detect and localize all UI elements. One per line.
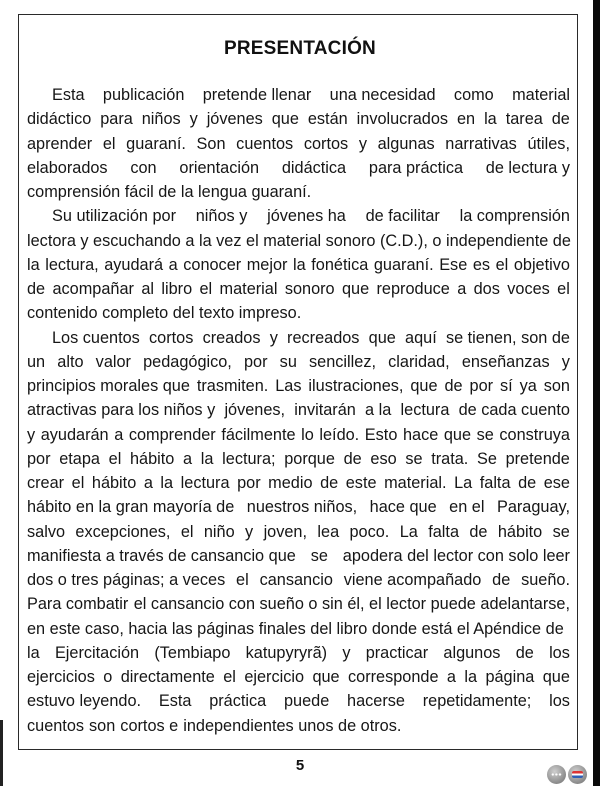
word: material — [512, 86, 570, 104]
word: son — [543, 377, 570, 395]
word: salvo — [27, 522, 66, 541]
text-line — [27, 617, 570, 641]
word: es — [472, 255, 491, 274]
word: cortos — [149, 328, 194, 347]
word: La — [399, 522, 418, 541]
word: lo — [301, 425, 314, 444]
word: la comprensión — [459, 207, 570, 226]
word: libro — [161, 280, 193, 298]
word: Ese — [439, 255, 468, 274]
word: katupyryrã) — [245, 643, 328, 662]
word: sonoro — [284, 280, 335, 298]
word: leído. — [319, 425, 360, 444]
word: aquí — [405, 328, 437, 347]
word: falta — [479, 474, 511, 492]
word: de — [27, 280, 46, 298]
text-line — [27, 568, 570, 592]
word: la — [484, 110, 497, 129]
word: que — [542, 668, 570, 686]
word: y — [27, 425, 36, 444]
word: cansancio — [259, 571, 333, 589]
word: pretende llenar — [202, 86, 312, 104]
word: los — [549, 643, 570, 662]
word: ejercicios — [27, 668, 95, 686]
word: trasmiten. — [196, 377, 269, 395]
word: hábito — [130, 449, 175, 468]
text-line — [27, 204, 570, 228]
word: que — [312, 668, 340, 686]
word: elaborados — [27, 158, 108, 177]
text-line — [27, 665, 570, 689]
word: Son — [196, 134, 226, 153]
word: a — [168, 255, 178, 274]
word: que — [368, 328, 396, 347]
text-line — [27, 714, 570, 738]
scan-edge-right — [593, 0, 600, 786]
word: porque — [284, 449, 335, 468]
word: trata. — [431, 449, 469, 468]
word: falta — [428, 522, 459, 541]
word: hace que — [369, 498, 437, 517]
word: La — [454, 474, 473, 492]
word: el — [102, 134, 116, 153]
word: y — [269, 328, 278, 347]
word: viene acompañado — [343, 571, 482, 589]
word: jóvenes — [206, 110, 263, 129]
word: puede — [283, 692, 330, 711]
word: de facilitar — [365, 207, 440, 226]
word: manifiesta a través de cansancio que — [27, 546, 296, 565]
word: ilustraciones, — [308, 377, 404, 395]
word: sencillez, — [309, 352, 376, 371]
word: invitarán — [294, 401, 356, 420]
text-line — [27, 301, 570, 325]
word: involucrados — [356, 110, 449, 129]
text-line — [27, 471, 570, 495]
word: practicar — [365, 643, 429, 662]
word: que — [410, 377, 438, 395]
word: corresponde — [348, 668, 439, 686]
word: hábito en la gran mayoría de — [27, 498, 235, 517]
word: niños y — [195, 207, 248, 226]
word: se — [310, 546, 328, 565]
word: de — [551, 110, 570, 129]
word: valor — [95, 352, 131, 371]
word: el cansancio con sueño o sin él, el lector puede adelantarse, — [133, 595, 570, 614]
word: son — [89, 716, 116, 735]
word: guaraní. — [373, 255, 434, 274]
word: voces — [507, 280, 550, 298]
word: a — [457, 280, 467, 298]
institution-seal-icon — [547, 765, 566, 784]
word: estuvo leyendo. — [27, 692, 142, 711]
word: que — [443, 425, 472, 444]
word: por — [237, 474, 261, 492]
word: lectura — [400, 401, 450, 420]
word: el — [495, 255, 509, 274]
text-line — [27, 689, 570, 713]
word: y — [245, 522, 254, 541]
word: y — [358, 134, 367, 153]
word: cuentos — [27, 716, 85, 735]
word: ayudará — [104, 255, 164, 274]
word: apodera del lector con solo leer — [342, 546, 570, 565]
word: reproduce — [376, 280, 450, 298]
word: contenido completo del texto impreso. — [27, 304, 302, 323]
word: la — [200, 449, 214, 468]
word: este — [345, 474, 377, 492]
word: los — [549, 692, 570, 711]
text-line — [27, 544, 570, 568]
word: por — [27, 449, 51, 468]
word: directamente — [120, 668, 215, 686]
page-number: 5 — [295, 757, 305, 774]
word: jóvenes, — [224, 401, 286, 420]
paraguay-seal-icon — [568, 765, 587, 784]
word: hace — [402, 425, 439, 444]
word: claridad, — [388, 352, 450, 371]
text-line — [27, 229, 570, 253]
text-line — [27, 83, 570, 107]
word: en este caso, hacia las páginas finales del libro donde está el Apéndice de — [27, 619, 564, 638]
text-line — [27, 107, 570, 131]
word: eso — [370, 449, 397, 468]
word: cortos e — [120, 716, 179, 735]
word: de — [444, 377, 463, 395]
word: creados — [202, 328, 261, 347]
word: en el — [449, 498, 485, 517]
word: excepciones, — [75, 522, 171, 541]
word: lea — [317, 522, 340, 541]
word: didáctica — [281, 158, 347, 177]
word: un — [27, 352, 46, 371]
word: como — [453, 86, 494, 104]
text-line — [27, 447, 570, 471]
text-line — [27, 374, 570, 398]
word: joven, — [263, 522, 308, 541]
word: y — [342, 643, 351, 662]
word: mejor — [246, 255, 288, 274]
word: poco. — [349, 522, 390, 541]
word: para — [100, 110, 133, 129]
text-line — [27, 277, 570, 301]
word: cortos — [303, 134, 349, 153]
word: se tienen, son de — [445, 328, 570, 347]
word: de cada cuento — [458, 401, 570, 420]
word: la — [27, 643, 40, 662]
word: hacerse — [347, 692, 405, 711]
word: (Tembiapo — [154, 643, 231, 662]
word: Ejercitación — [54, 643, 140, 662]
word: el — [108, 449, 122, 468]
word: fácilmente — [221, 425, 296, 444]
word: para práctica — [368, 158, 464, 177]
word: comprensión fácil de la lengua guaraní. — [27, 183, 312, 201]
word: de — [320, 474, 339, 492]
text-line — [27, 495, 570, 519]
word: dos — [473, 280, 500, 298]
scan-edge-left — [0, 720, 3, 786]
text-line — [27, 423, 570, 447]
word: el — [236, 571, 249, 589]
word: a — [143, 474, 153, 492]
word: fonética — [311, 255, 369, 274]
text-line — [27, 641, 570, 665]
word: ya — [519, 377, 537, 395]
word: niños — [141, 110, 181, 129]
word: de — [492, 571, 511, 589]
word: Paraguay, — [496, 498, 570, 517]
word: que — [271, 110, 299, 129]
word: con — [130, 158, 157, 177]
word: independientes unos de otros. — [183, 716, 402, 735]
word: su — [279, 352, 297, 371]
word: publicación — [102, 86, 185, 104]
word: Esta — [158, 692, 192, 711]
word: pretende — [505, 449, 570, 468]
word: atractivas para los niños y — [27, 401, 216, 420]
word: la — [464, 668, 478, 686]
word: y — [189, 110, 198, 129]
word: aprender — [27, 134, 93, 153]
word: de — [518, 474, 537, 492]
word: sueño. — [521, 571, 570, 589]
word: dos o tres páginas; a veces — [27, 571, 226, 589]
text-line — [27, 180, 570, 204]
word: ese — [543, 474, 570, 492]
word: jóvenes ha — [267, 207, 346, 226]
word: el — [557, 280, 570, 298]
word: Esto — [364, 425, 398, 444]
presentation-body — [27, 83, 570, 738]
word: objetivo — [513, 255, 570, 274]
word: orientación — [179, 158, 260, 177]
word: la — [27, 255, 40, 274]
text-line — [27, 156, 570, 180]
word: a — [446, 668, 456, 686]
word: Su utilización por — [52, 207, 176, 226]
word: de — [469, 522, 488, 541]
word: lectura — [180, 474, 230, 492]
word: cuentos — [236, 134, 294, 153]
word: comprender — [128, 425, 216, 444]
word: la — [293, 255, 306, 274]
word: al — [141, 280, 154, 298]
word: por — [469, 377, 494, 395]
word: material. — [384, 474, 447, 492]
word: narrativas — [445, 134, 517, 153]
word: la — [160, 474, 174, 492]
word: por — [243, 352, 268, 371]
word: lectura, — [45, 255, 99, 274]
word: de lectura y — [485, 158, 570, 177]
word: medio — [268, 474, 313, 492]
word: hábito — [91, 474, 137, 492]
word: ejercicio — [244, 668, 305, 686]
text-line — [27, 592, 570, 616]
word: etapa — [59, 449, 100, 468]
word: y — [561, 352, 570, 371]
word: lectura; — [222, 449, 276, 468]
text-line — [27, 520, 570, 544]
text-line — [27, 326, 570, 350]
word: Se — [476, 449, 497, 468]
word: Las — [275, 377, 302, 395]
word: guaraní. — [126, 134, 186, 153]
word: Para combatir — [27, 595, 129, 614]
word: nuestros niños, — [246, 498, 358, 517]
word: enseñanzas — [461, 352, 550, 371]
word: se — [476, 425, 494, 444]
word: están — [307, 110, 348, 129]
word: práctica — [209, 692, 267, 711]
word: se — [552, 522, 570, 541]
word: útiles, — [527, 134, 570, 153]
word: principios morales que — [27, 377, 190, 395]
word: el — [199, 280, 213, 298]
word: de — [515, 643, 534, 662]
text-line — [27, 350, 570, 374]
word: ayudarán — [40, 425, 109, 444]
word: de — [343, 449, 362, 468]
word: alto — [57, 352, 84, 371]
word: página — [485, 668, 535, 686]
word: construya — [499, 425, 570, 444]
text-line — [27, 132, 570, 156]
word: en — [457, 110, 476, 129]
word: pedagógico, — [143, 352, 232, 371]
word: repetidamente; — [422, 692, 532, 711]
word: niño — [203, 522, 235, 541]
word: a — [183, 449, 193, 468]
word: Los cuentos — [52, 328, 140, 347]
word: el — [223, 668, 236, 686]
word: crear — [27, 474, 65, 492]
word: el — [180, 522, 194, 541]
word: hábito — [497, 522, 543, 541]
word: se — [405, 449, 423, 468]
word: a la — [365, 401, 392, 420]
word: el — [71, 474, 85, 492]
word: recreados — [287, 328, 360, 347]
page-title: PRESENTACIÓN — [224, 38, 376, 59]
word: material — [219, 280, 278, 298]
word: o — [103, 668, 113, 686]
word: lectora y escuchando a la vez el material sonoro (C.D.), o independiente de — [27, 231, 571, 250]
word: algunas — [377, 134, 435, 153]
word: acompañar — [52, 280, 134, 298]
word: Esta — [52, 86, 85, 104]
word: a — [114, 425, 124, 444]
text-line — [27, 398, 570, 422]
text-line — [27, 253, 570, 277]
word: sí — [499, 377, 513, 395]
word: didáctico — [27, 110, 92, 129]
word: algunos — [443, 643, 501, 662]
word: una necesidad — [329, 86, 436, 104]
word: que — [341, 280, 370, 298]
word: tarea — [505, 110, 543, 129]
word: conocer — [183, 255, 242, 274]
logos — [547, 765, 587, 784]
